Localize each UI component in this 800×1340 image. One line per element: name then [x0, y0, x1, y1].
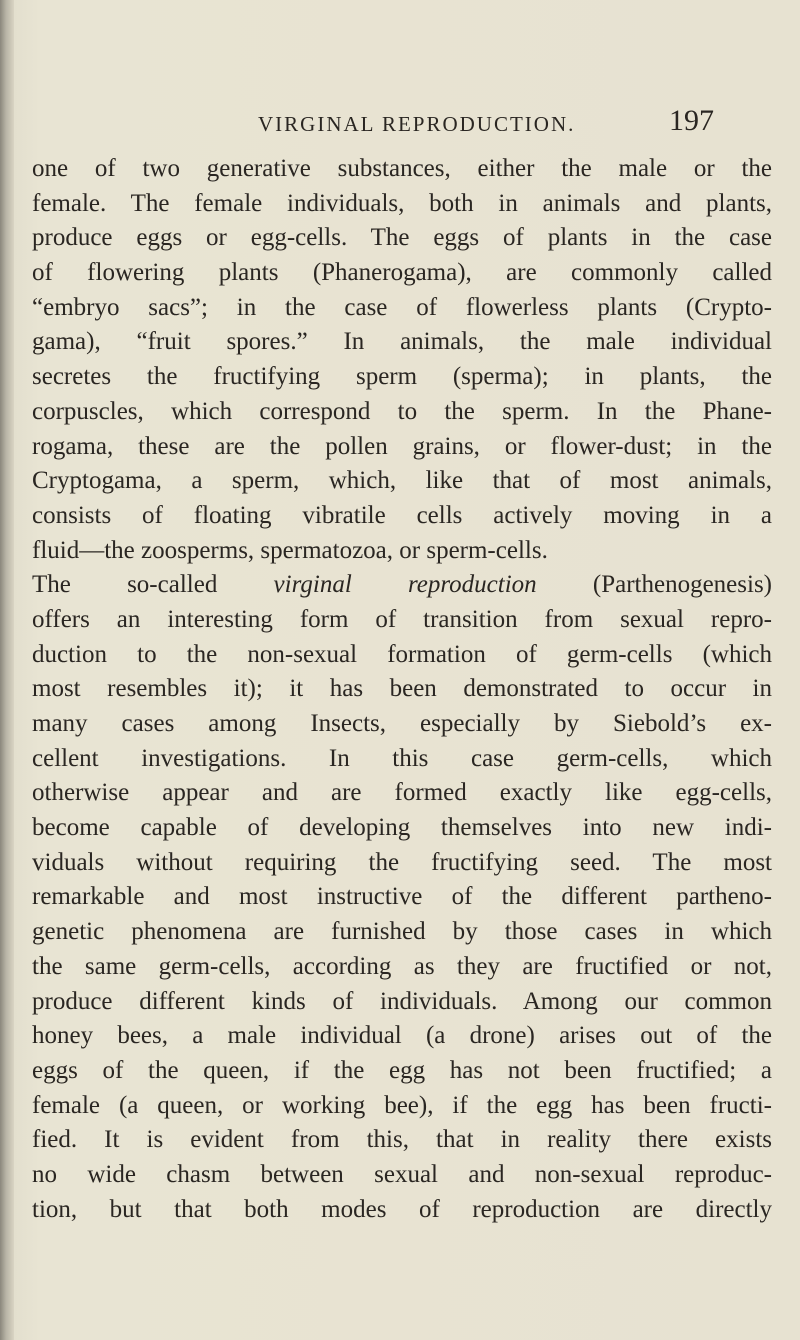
running-head [258, 104, 718, 144]
text-line: Cryptogama, a sperm, which, like that of most animals, [32, 467, 772, 495]
text-line: cellent investigations. In this case germ-cells, which [32, 744, 772, 772]
text-line: gama), “fruit spores.” In animals, the male individual [32, 328, 772, 356]
text-line: viduals without requiring the fructifying seed. The most [32, 848, 772, 876]
text-line: corpuscles, which correspond to the sperm. In the Phane- [32, 397, 772, 425]
text-line: eggs of the queen, if the egg has not been fructified; a [32, 1056, 772, 1084]
text-line: female. The female individuals, both in animals and plants, [32, 189, 772, 217]
body-text [32, 152, 772, 1227]
text-line: of flowering plants (Phanerogama), are commonly called [32, 259, 772, 287]
text-line: the same germ-cells, according as they are fructified or not, [32, 952, 772, 980]
text-line: become capable of developing themselves into new indi- [32, 814, 772, 842]
text-line: secretes the fructifying sperm (sperma); in plants, the [32, 363, 772, 391]
running-title: VIRGINAL REPRODUCTION. [258, 112, 576, 136]
text-line-paragraph-start [32, 568, 772, 603]
text-line: honey bees, a male individual (a drone) arises out of the [32, 1022, 772, 1050]
text-line: produce different kinds of individuals. Among our common [32, 987, 772, 1015]
binding-shadow [0, 0, 14, 1340]
text-line: rogama, these are the pollen grains, or flower-dust; in the [32, 432, 772, 460]
italic-term: virginal reproduction [273, 571, 537, 599]
text-line: many cases among Insects, especially by Siebold’s ex- [32, 710, 772, 737]
text-line: otherwise appear and are formed exactly like egg-cells, [32, 779, 772, 807]
text-line: one of two generative substances, either the male or the [32, 155, 772, 182]
text-line: no wide chasm between sexual and non-sexual reproduc- [32, 1160, 772, 1188]
text-span: (Parthenogenesis) [536, 571, 772, 599]
text-line: “embryo sacs”; in the case of flowerless plants (Crypto- [32, 293, 772, 321]
text-line: duction to the non-sexual formation of germ-cells (which [32, 640, 772, 668]
text-line: genetic phenomena are furnished by those cases in which [32, 918, 772, 946]
text-line: most resembles it); it has been demonstrated to occur in [32, 675, 772, 703]
text-line: produce eggs or egg-cells. The eggs of plants in the case [32, 224, 772, 252]
text-line: tion, but that both modes of reproduction are directly [32, 1195, 772, 1223]
text-line: offers an interesting form of transition from sexual repro- [32, 605, 772, 633]
text-line: fluid—the zoosperms, spermatozoa, or sperm-cells. [32, 536, 548, 564]
text-line: female (a queen, or working bee), if the egg has been fructi- [32, 1091, 772, 1119]
text-line: consists of floating vibratile cells actively moving in a [32, 501, 772, 529]
page-number: 197 [669, 104, 714, 137]
text-line: fied. It is evident from this, that in reality there exists [32, 1126, 772, 1154]
text-span: The so-called [32, 571, 274, 599]
text-line: remarkable and most instructive of the different partheno- [32, 883, 772, 911]
